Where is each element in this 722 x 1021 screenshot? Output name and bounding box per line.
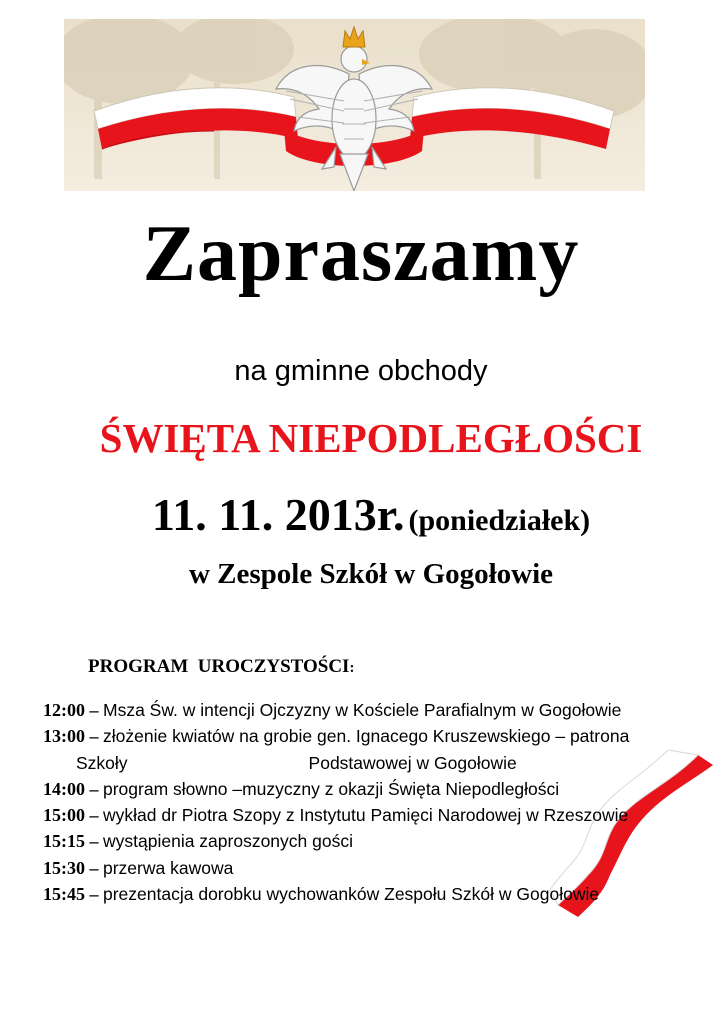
schedule-item bbox=[43, 881, 713, 907]
banner-eagle-image bbox=[64, 19, 645, 191]
subtitle: na gminne obchody bbox=[234, 355, 488, 387]
program-schedule bbox=[43, 697, 713, 907]
schedule-text-continuation-right: Podstawowej w Gogołowie bbox=[308, 752, 517, 773]
holiday-name: ŚWIĘTA NIEPODLEGŁOŚCI bbox=[99, 415, 643, 461]
schedule-text-continuation-left: Szkoły bbox=[76, 752, 128, 773]
invitation-title: Zapraszamy bbox=[142, 210, 580, 298]
date-main: 11. 11. 2013r. bbox=[151, 489, 405, 540]
date-weekday: (poniedziałek) bbox=[408, 504, 591, 537]
schedule-text: przerwa kawowa bbox=[103, 857, 234, 878]
schedule-text: złożenie kwiatów na grobie gen. Ignacego Kruszewskiego – patrona bbox=[103, 726, 630, 747]
schedule-text: prezentacja dorobku wychowanków Zespołu Szkół w Gogołowie bbox=[103, 884, 600, 905]
schedule-item bbox=[43, 828, 713, 854]
schedule-item bbox=[43, 723, 713, 749]
venue: w Zespole Szkół w Gogołowie bbox=[188, 558, 554, 590]
schedule-text: wykład dr Piotra Szopy z Instytutu Pamięci Narodowej w Rzeszowie bbox=[103, 805, 629, 826]
schedule-item bbox=[43, 802, 713, 828]
schedule-time: 13:00 – bbox=[43, 726, 103, 747]
schedule-item bbox=[43, 776, 713, 802]
schedule-item bbox=[43, 697, 713, 723]
schedule-text: program słowno –muzyczny z okazji Święta Niepodległości bbox=[103, 778, 560, 799]
schedule-time: 15:30 – bbox=[43, 857, 103, 878]
schedule-time: 15:45 – bbox=[43, 884, 103, 905]
schedule-time: 15:15 – bbox=[43, 831, 103, 852]
schedule-item-continuation bbox=[43, 750, 713, 776]
schedule-time: 12:00 – bbox=[43, 700, 103, 720]
schedule-text: wystąpienia zaproszonych gości bbox=[103, 831, 353, 852]
schedule-item bbox=[43, 855, 713, 881]
program-heading bbox=[88, 655, 354, 680]
event-date bbox=[0, 487, 722, 554]
schedule-text: Msza Św. w intencji Ojczyzny w Kościele Parafialnym w Gogołowie bbox=[103, 700, 622, 720]
program-heading-text: PROGRAM UROCZYSTOŚCI bbox=[88, 656, 350, 677]
schedule-time: 15:00 – bbox=[43, 805, 103, 826]
program-heading-colon: : bbox=[349, 660, 355, 676]
schedule-time: 14:00 – bbox=[43, 778, 103, 799]
